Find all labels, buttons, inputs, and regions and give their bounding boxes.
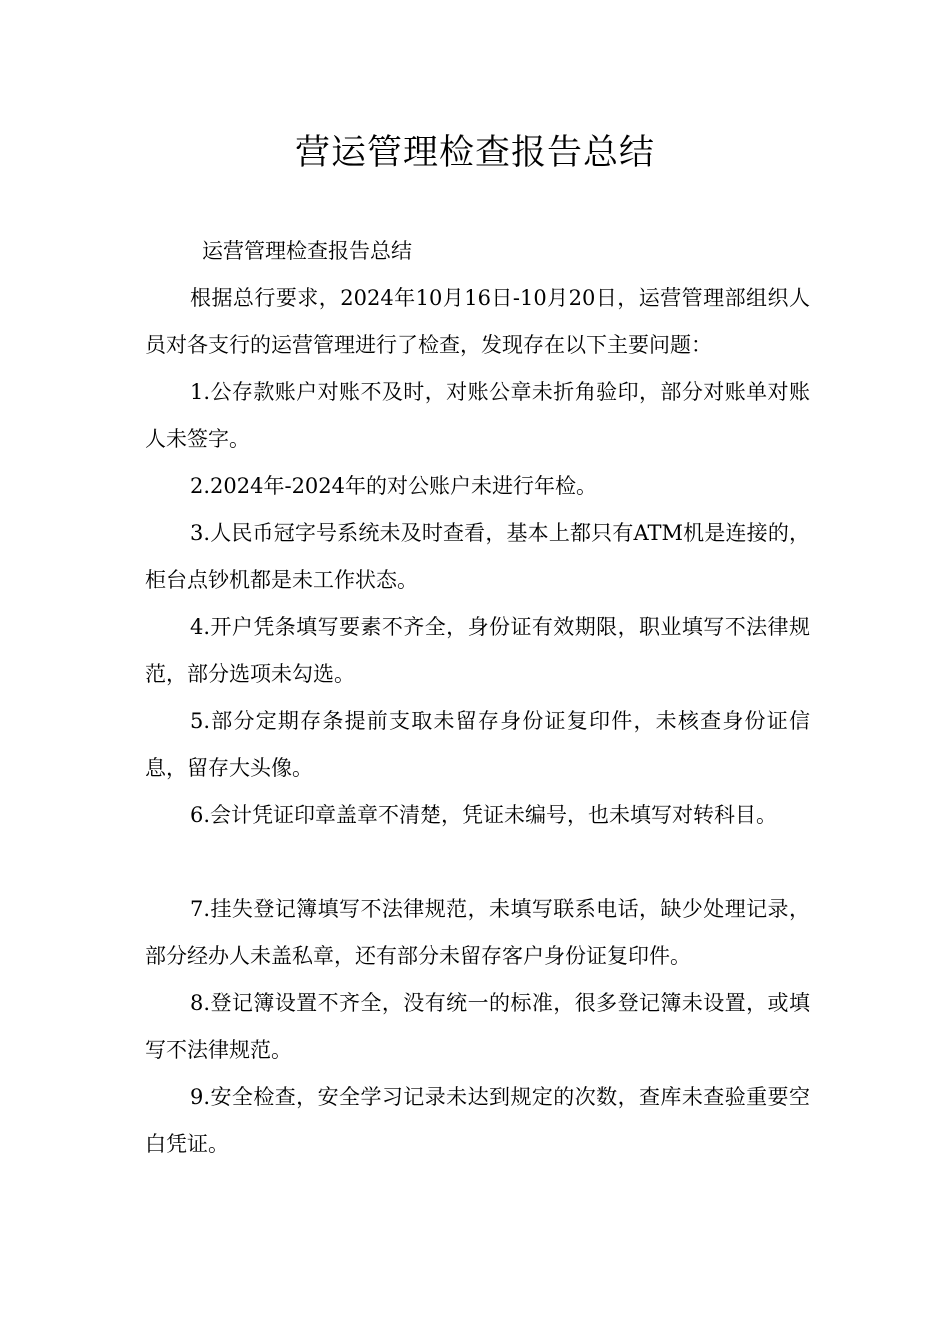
issue-item-9: 9.安全检查，安全学习记录未达到规定的次数，查库未查验重要空白凭证。 (145, 1085, 810, 1156)
issue-item-8: 8.登记簿设置不齐全，没有统一的标准，很多登记簿未设置，或填写不法律规范。 (145, 991, 810, 1062)
issue-item-3: 3.人民币冠字号系统未及时查看，基本上都只有ATM机是连接的，柜台点钞机都是未工作状态。 (145, 521, 810, 592)
document-body (145, 228, 810, 1168)
issue-item-5: 5.部分定期存条提前支取未留存身份证复印件，未核查身份证信息，留存大头像。 (145, 709, 810, 780)
issue-item-1: 1.公存款账户对账不及时，对账公章未折角验印，部分对账单对账人未签字。 (145, 380, 810, 451)
issue-item-7: 7.挂失登记簿填写不法律规范，未填写联系电话，缺少处理记录，部分经办人未盖私章，还有部分未留存客户身份证复印件。 (145, 897, 810, 968)
issue-item-2: 2.2024年-2024年的对公账户未进行年检。 (190, 474, 598, 498)
document-subtitle: 运营管理检查报告总结 (202, 239, 412, 263)
issue-item-4: 4.开户凭条填写要素不齐全，身份证有效期限，职业填写不法律规范，部分选项未勾选。 (145, 615, 810, 686)
document-title: 营运管理检查报告总结 (294, 133, 655, 173)
intro-paragraph: 根据总行要求，2024年10月16日-10月20日，运营管理部组织人员对各支行的运营管理进行了检查，发现存在以下主要问题： (145, 286, 810, 357)
issue-item-6: 6.会计凭证印章盖章不清楚，凭证未编号，也未填写对转科目。 (190, 803, 778, 827)
